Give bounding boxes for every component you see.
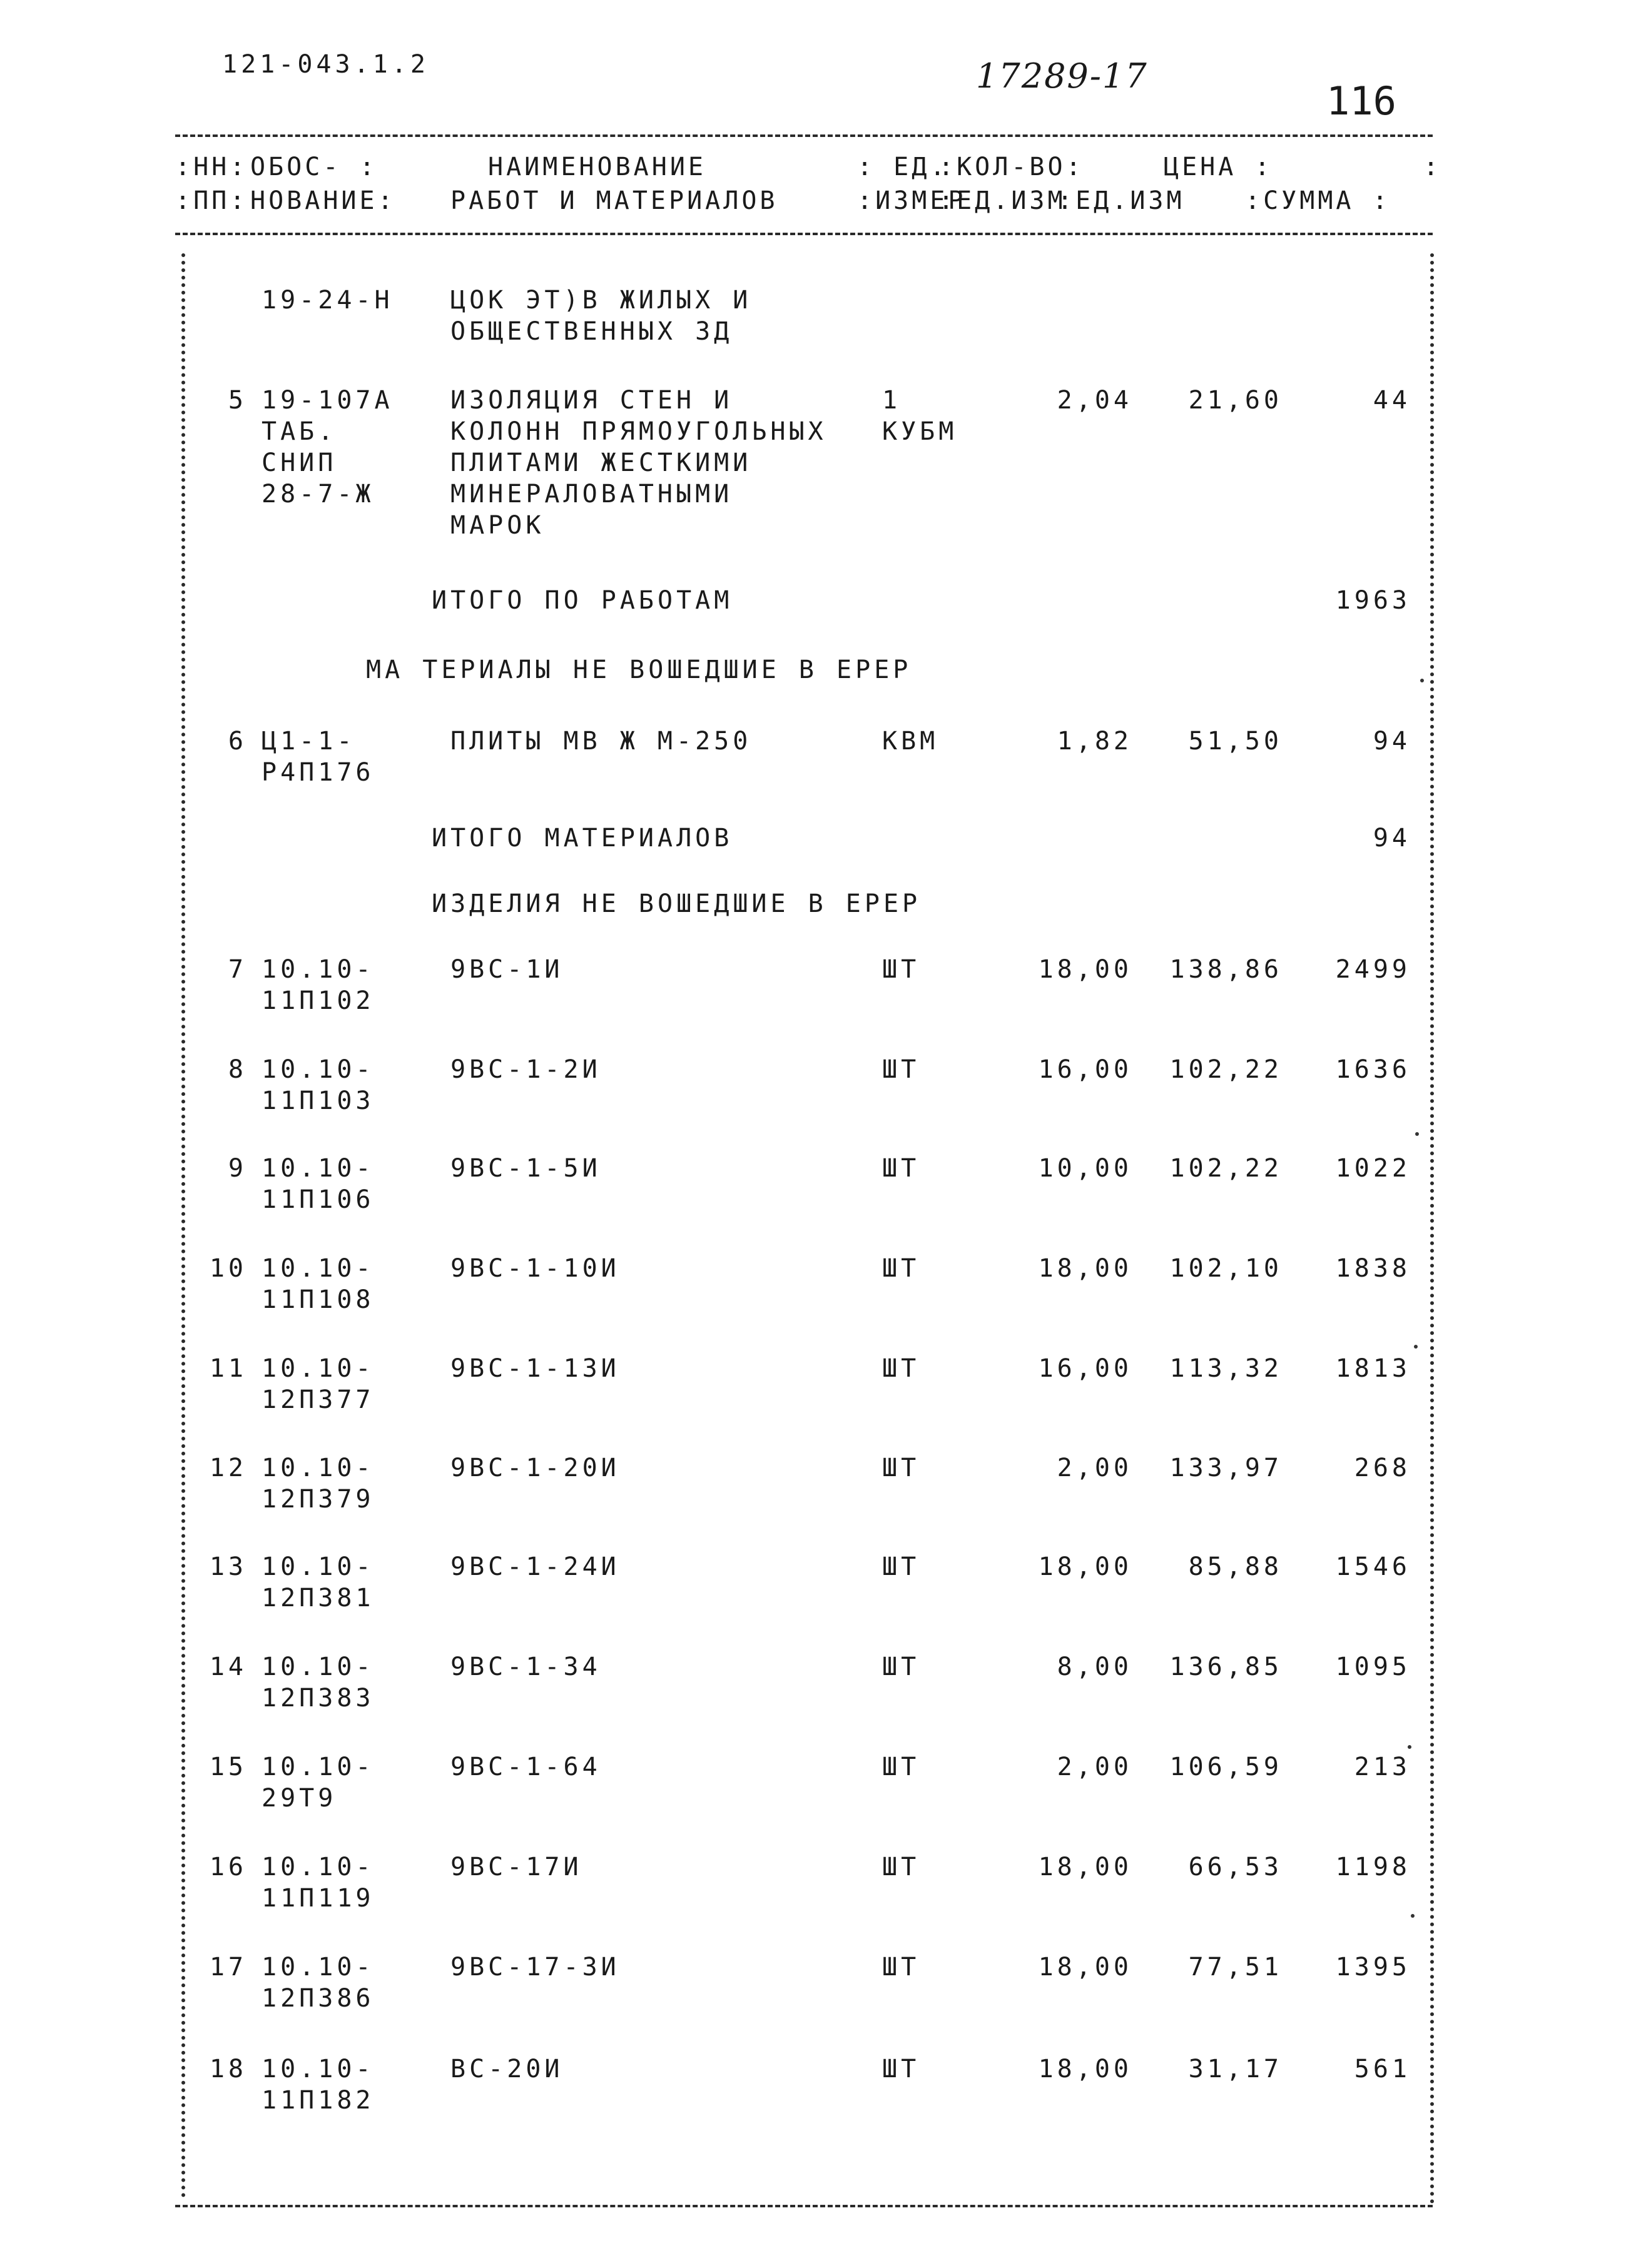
row-price: 66,53 xyxy=(1188,1853,1283,1881)
row-name-line: 9ВС-1-2И xyxy=(450,1055,601,1084)
row-sum: 1546 xyxy=(1335,1552,1411,1581)
table-right-rule xyxy=(1430,253,1434,2205)
row-code-line: 11П102 xyxy=(262,986,375,1015)
row-unit-line: КУБМ xyxy=(882,417,958,446)
row-name-line: КОЛОНН ПРЯМОУГОЛЬНЫХ xyxy=(450,417,827,446)
row-name-line: МАРОК xyxy=(450,511,545,540)
total-materials-label: ИТОГО МАТЕРИАЛОВ xyxy=(432,824,733,853)
row-price: 133,97 xyxy=(1169,1454,1283,1482)
row-code-line: 11П108 xyxy=(262,1285,375,1314)
row-sum: 2499 xyxy=(1335,955,1411,984)
row-name-line: МИНЕРАЛОВАТНЫМИ xyxy=(450,480,733,509)
row-quantity: 18,00 xyxy=(1038,1552,1132,1581)
header-obos-bottom: НОВАНИЕ: xyxy=(250,186,396,215)
row-code-line: 28-7-Ж xyxy=(262,480,375,509)
row-name-line: 9ВС-17-3И xyxy=(450,1953,620,1982)
row-unit-line: ШТ xyxy=(882,1354,920,1383)
row-code-line: 11П119 xyxy=(262,1884,375,1913)
row-sum: 1198 xyxy=(1335,1853,1411,1881)
header-unit-bottom: :ИЗМЕР xyxy=(857,186,967,215)
row-price: 85,88 xyxy=(1188,1552,1283,1581)
row-price: 136,85 xyxy=(1169,1653,1283,1681)
header-price-top: ЦЕНА : xyxy=(1164,153,1273,181)
row-price: 138,86 xyxy=(1169,955,1283,984)
row-name-line: 9ВС-1-5И xyxy=(450,1154,601,1183)
scan-speck xyxy=(1411,1914,1415,1918)
row-number: 10 xyxy=(209,1254,247,1283)
row-price: 51,50 xyxy=(1188,727,1283,756)
header-name-top: НАИМЕНОВАНИЕ xyxy=(488,153,706,181)
row-sum: 1838 xyxy=(1335,1254,1411,1283)
row-quantity: 10,00 xyxy=(1038,1154,1132,1183)
row-name-line: 9ВС-1-64 xyxy=(450,1753,601,1781)
row-sum: 561 xyxy=(1354,2055,1411,2083)
header-nn-top: :НН: xyxy=(175,153,248,181)
row-sum: 1095 xyxy=(1335,1653,1411,1681)
table-bottom-rule xyxy=(175,2205,1433,2207)
row-code-line: Р4П176 xyxy=(262,758,375,787)
row-unit-line: ШТ xyxy=(882,1853,920,1881)
row-price: 102,10 xyxy=(1169,1254,1283,1283)
row-price: 77,51 xyxy=(1188,1953,1283,1982)
row-code-line: 10.10- xyxy=(262,1454,375,1482)
row-code-line: 12П377 xyxy=(262,1385,375,1414)
row-number: 13 xyxy=(209,1552,247,1581)
row-sum: 1395 xyxy=(1335,1953,1411,1982)
row-sum: 94 xyxy=(1373,727,1411,756)
header-qty-bottom: :ЕД.ИЗМ xyxy=(938,186,1066,215)
scan-speck xyxy=(1408,1745,1411,1749)
document-code: 121-043.1.2 xyxy=(222,50,429,79)
row-code-line: 10.10- xyxy=(262,1354,375,1383)
row-sum: 213 xyxy=(1354,1753,1411,1781)
row-quantity: 16,00 xyxy=(1038,1354,1132,1383)
row-quantity: 18,00 xyxy=(1038,955,1132,984)
row-unit-line: ШТ xyxy=(882,2055,920,2083)
row-number: 6 xyxy=(228,727,247,756)
row-unit-line: ШТ xyxy=(882,955,920,984)
row-number: 8 xyxy=(228,1055,247,1084)
row-name-line: 9ВС-1-34 xyxy=(450,1653,601,1681)
row-code-line: 11П103 xyxy=(262,1086,375,1115)
row-code-line: СНИП xyxy=(262,448,337,477)
row-name-line: ЦОК ЭТ)В ЖИЛЫХ И xyxy=(450,286,752,315)
row-price: 113,32 xyxy=(1169,1354,1283,1383)
row-name-line: 9ВС-1И xyxy=(450,955,564,984)
header-nn-bottom: :ПП: xyxy=(175,186,248,215)
row-sum: 1813 xyxy=(1335,1354,1411,1383)
row-sum: 1022 xyxy=(1335,1154,1411,1183)
row-name-line: ПЛИТАМИ ЖЕСТКИМИ xyxy=(450,448,752,477)
row-code-line: 12П386 xyxy=(262,1984,375,2013)
row-code-line: 10.10- xyxy=(262,1055,375,1084)
row-unit-line: ШТ xyxy=(882,1953,920,1982)
section-materials-not-included: МА ТЕРИАЛЫ НЕ ВОШЕДШИЕ В ЕРЕР xyxy=(366,656,912,684)
row-price: 31,17 xyxy=(1188,2055,1283,2083)
row-unit-line: 1 xyxy=(882,386,902,415)
table-top-rule xyxy=(175,134,1433,137)
row-code-line: 10.10- xyxy=(262,1154,375,1183)
row-price: 106,59 xyxy=(1169,1753,1283,1781)
total-materials-sum: 94 xyxy=(1373,824,1411,853)
row-name-line: 9ВС-17И xyxy=(450,1853,582,1881)
row-price: 21,60 xyxy=(1188,386,1283,415)
row-code-line: 10.10- xyxy=(262,1653,375,1681)
table-left-rule xyxy=(181,253,185,2199)
row-name-line: ВС-20И xyxy=(450,2055,564,2083)
row-code-line: 12П383 xyxy=(262,1684,375,1713)
row-sum: 44 xyxy=(1373,386,1411,415)
row-name-line: ОБЩЕСТВЕННЫХ ЗД xyxy=(450,317,733,346)
row-number: 5 xyxy=(228,386,247,415)
row-code-line: 12П381 xyxy=(262,1584,375,1612)
row-code-line: 10.10- xyxy=(262,2055,375,2083)
row-quantity: 18,00 xyxy=(1038,2055,1132,2083)
row-unit-line: ШТ xyxy=(882,1454,920,1482)
row-quantity: 18,00 xyxy=(1038,1953,1132,1982)
total-works-sum: 1963 xyxy=(1335,586,1411,615)
row-code-line: 11П106 xyxy=(262,1185,375,1214)
row-unit-line: ШТ xyxy=(882,1753,920,1781)
row-code-line: 10.10- xyxy=(262,1552,375,1581)
row-sum: 1636 xyxy=(1335,1055,1411,1084)
row-unit-line: КВМ xyxy=(882,727,939,756)
row-number: 14 xyxy=(209,1653,247,1681)
row-code-line: 19-107А xyxy=(262,386,394,415)
row-unit-line: ШТ xyxy=(882,1254,920,1283)
row-number: 15 xyxy=(209,1753,247,1781)
row-code-line: 12П379 xyxy=(262,1485,375,1514)
header-obos-top: ОБОС- : xyxy=(250,153,378,181)
row-number: 9 xyxy=(228,1154,247,1183)
row-code-line: 19-24-Н xyxy=(262,286,394,315)
row-code-line: 10.10- xyxy=(262,1953,375,1982)
row-quantity: 2,00 xyxy=(1057,1454,1132,1482)
row-code-line: 10.10- xyxy=(262,1753,375,1781)
row-quantity: 2,04 xyxy=(1057,386,1132,415)
row-number: 17 xyxy=(209,1953,247,1982)
row-name-line: 9ВС-1-10И xyxy=(450,1254,620,1283)
row-code-line: 10.10- xyxy=(262,1853,375,1881)
header-sum-bottom: :СУММА : xyxy=(1245,186,1391,215)
row-code-line: 11П182 xyxy=(262,2086,375,2115)
total-works-label: ИТОГО ПО РАБОТАМ xyxy=(432,586,733,615)
row-sum: 268 xyxy=(1354,1454,1411,1482)
scan-speck xyxy=(1420,679,1424,682)
row-quantity: 18,00 xyxy=(1038,1853,1132,1881)
page-number: 116 xyxy=(1326,78,1396,124)
row-number: 12 xyxy=(209,1454,247,1482)
row-code-line: 29Т9 xyxy=(262,1784,337,1813)
header-unit-top: : ЕД. xyxy=(857,153,948,181)
header-price-bottom: :ЕД.ИЗМ xyxy=(1057,186,1185,215)
row-name-line: 9ВС-1-13И xyxy=(450,1354,620,1383)
row-unit-line: ШТ xyxy=(882,1552,920,1581)
row-name-line: ИЗОЛЯЦИЯ СТЕН И xyxy=(450,386,733,415)
section-items-not-included: ИЗДЕЛИЯ НЕ ВОШЕДШИЕ В ЕРЕР xyxy=(432,889,922,918)
row-name-line: ПЛИТЫ МВ Ж М-250 xyxy=(450,727,752,756)
header-sum-top: : xyxy=(1423,153,1442,181)
row-price: 102,22 xyxy=(1169,1055,1283,1084)
row-number: 16 xyxy=(209,1853,247,1881)
scan-speck xyxy=(1415,1132,1419,1136)
header-name-bottom: РАБОТ И МАТЕРИАЛОВ xyxy=(450,186,778,215)
row-price: 102,22 xyxy=(1169,1154,1283,1183)
row-code-line: ТАБ. xyxy=(262,417,337,446)
row-unit-line: ШТ xyxy=(882,1154,920,1183)
row-name-line: 9ВС-1-20И xyxy=(450,1454,620,1482)
scan-speck xyxy=(1414,1345,1418,1349)
row-unit-line: ШТ xyxy=(882,1653,920,1681)
row-code-line: 10.10- xyxy=(262,955,375,984)
row-code-line: 10.10- xyxy=(262,1254,375,1283)
row-number: 18 xyxy=(209,2055,247,2083)
row-quantity: 18,00 xyxy=(1038,1254,1132,1283)
row-quantity: 2,00 xyxy=(1057,1753,1132,1781)
row-name-line: 9ВС-1-24И xyxy=(450,1552,620,1581)
handwritten-document-number: 17289-17 xyxy=(976,56,1148,96)
row-number: 7 xyxy=(228,955,247,984)
row-number: 11 xyxy=(209,1354,247,1383)
header-bottom-rule xyxy=(175,233,1433,235)
row-code-line: Ц1-1- xyxy=(262,727,356,756)
row-quantity: 16,00 xyxy=(1038,1055,1132,1084)
header-qty-top: :КОЛ-ВО: xyxy=(938,153,1084,181)
row-unit-line: ШТ xyxy=(882,1055,920,1084)
row-quantity: 8,00 xyxy=(1057,1653,1132,1681)
row-quantity: 1,82 xyxy=(1057,727,1132,756)
